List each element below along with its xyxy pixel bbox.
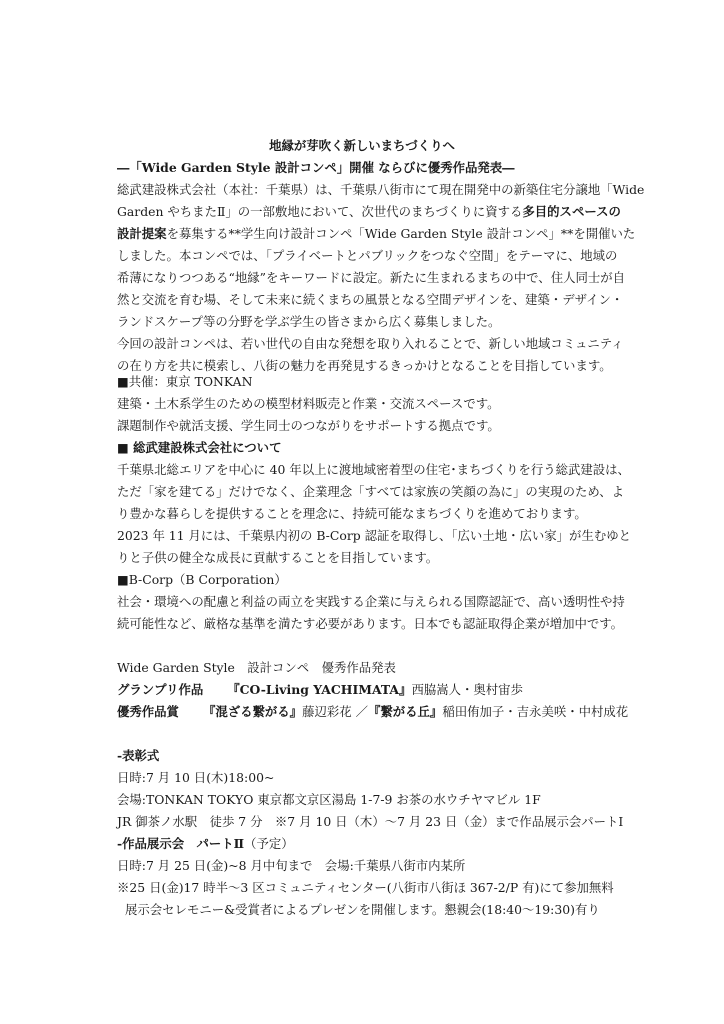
intro-line [117, 336, 624, 351]
excellence-names-2: 稲田侑加子・吉永美咲・中村成花 [442, 704, 629, 719]
grandprix-row [117, 682, 523, 697]
organizer-line: 建築・土木系学生のための模型材料販売と作業・交流スペースです。 [117, 396, 500, 411]
grandprix-work: 『CO-Living YACHIMATA』 [227, 682, 412, 697]
exhibition-heading: -作品展示会 パートⅡ [117, 836, 245, 851]
intro-line [117, 270, 625, 285]
exhibition-line: 展示会セレモニー&受賞者によるプレゼンを開催します。懇親会(18:40～19:30)有り [125, 902, 600, 917]
results-heading: Wide Garden Style 設計コンペ 優秀作品発表 [117, 660, 396, 675]
company-line: りと子供の健全な成長に貢献することを目指しています。 [117, 550, 439, 565]
company-line: 千葉県北総エリアを中心に 40 年以上に渡地域密着型の住宅･まちづくりを行う総武建設は、 [117, 462, 630, 477]
exhibition-note: （予定） [244, 836, 294, 851]
intro-text: 総武建設株式会社（本社：千葉県）は、千葉県八街市にて現在開発中の新築住宅分譲地「Wide [117, 182, 645, 197]
intro-line [117, 292, 623, 307]
intro-text: の在り方を共に模索し、八街の魅力を再発見するきっかけとなることを目指しています。 [117, 358, 612, 373]
exhibition-line: ※25 日(金)17 時半～3 区コミュニティセンター(八街市八街ほ 367-2/P 有)にて参加無料 [117, 880, 614, 895]
intro-line [117, 204, 621, 219]
intro-text: 然と交流を育む場、そして未来に続くまちの風景となる空間デザインを、建築・デザイン・ [117, 292, 624, 307]
ceremony-line: JR 御茶ノ水駅 徒歩 7 分 ※7 月 10 日（木）～7 月 23 日（金）まで作品展示会パートⅠ [117, 814, 624, 829]
excellence-row [117, 704, 628, 719]
intro-text: ランドスケープ等の分野を学ぶ学生の皆さまから広く募集しました。 [117, 314, 501, 329]
excellence-names-1: 藤辺彩花 ／ [302, 704, 368, 719]
company-line: 2023 年 11 月には、千葉県内初の B-Corp 認証を取得し、「広い土地・広い家」が生むゆと [117, 528, 632, 543]
bcorp-line: 続可能性など、厳格な基準を満たす必要があります。日本でも認証取得企業が増加中です。 [117, 616, 624, 631]
intro-line [117, 358, 612, 373]
intro-line [117, 248, 617, 263]
intro-emphasis: 多目的スペースの [522, 204, 621, 219]
excellence-label: 優秀作品賞 [117, 704, 179, 719]
intro-line [117, 314, 500, 329]
ceremony-heading: -表彰式 [117, 748, 160, 763]
company-heading: ■ 総武建設株式会社について [117, 440, 282, 455]
company-line: ただ「家を建てる」だけでなく、企業理念「すべては家族の笑顔の為に」の実現のため、よ [117, 484, 625, 499]
intro-text: 今回の設計コンペは、若い世代の自由な発想を取り入れることで、新しい地域コミュニティ [117, 336, 624, 351]
intro-text: Garden やちまたⅡ」の一部敷地において、次世代のまちづくりに資する [117, 204, 523, 219]
grandprix-label: グランプリ作品 [117, 682, 204, 697]
intro-text: しました。本コンペでは、「プライベートとパブリックをつなぐ空間」をテーマに、地域の [117, 248, 618, 263]
intro-line [117, 182, 644, 197]
excellence-work-2: 『繋がる丘』 [367, 704, 443, 719]
intro-text: 希薄になりつつある“地縁”をキーワードに設定。新たに生まれるまちの中で、住人同士が自 [117, 270, 626, 285]
bcorp-heading: ■B-Corp（B Corporation） [117, 572, 287, 587]
organizer-line: 課題制作や就活支援、学生同士のつながりをサポートする拠点です。 [117, 418, 500, 433]
excellence-work-1: 『混ざる繋がる』 [202, 704, 303, 719]
document-subtitle: ―「Wide Garden Style 設計コンペ」開催 ならびに優秀作品発表― [117, 160, 515, 175]
bcorp-line: 社会・環境への配慮と利益の両立を実践する企業に与えられる国際認証で、高い透明性や持 [117, 594, 625, 609]
ceremony-line: 会場:TONKAN TOKYO 東京都文京区湯島 1-7-9 お茶の水ウチヤマビル 1F [117, 792, 541, 807]
intro-emphasis: 設計提案 [117, 226, 167, 241]
intro-text: を募集する**学生向け設計コンペ「Wide Garden Style 設計コンペ」**を開催いた [166, 226, 636, 241]
ceremony-line: 日時:7 月 10 日(木)18:00~ [117, 770, 275, 785]
company-line: り豊かな暮らしを提供することを理念に、持続可能なまちづくりを進めております。 [117, 506, 587, 521]
exhibition-line: 日時:7 月 25 日(金)~8 月中旬まで 会場:千葉県八街市内某所 [117, 858, 466, 873]
organizer-heading: ■共催：東京 TONKAN [117, 374, 253, 389]
document-title: 地縁が芽吹く新しいまちづくりへ [269, 138, 455, 153]
exhibition-heading-row [117, 836, 294, 851]
grandprix-names: 西脇嵩人・奥村宙歩 [411, 682, 523, 697]
intro-line [117, 226, 635, 241]
